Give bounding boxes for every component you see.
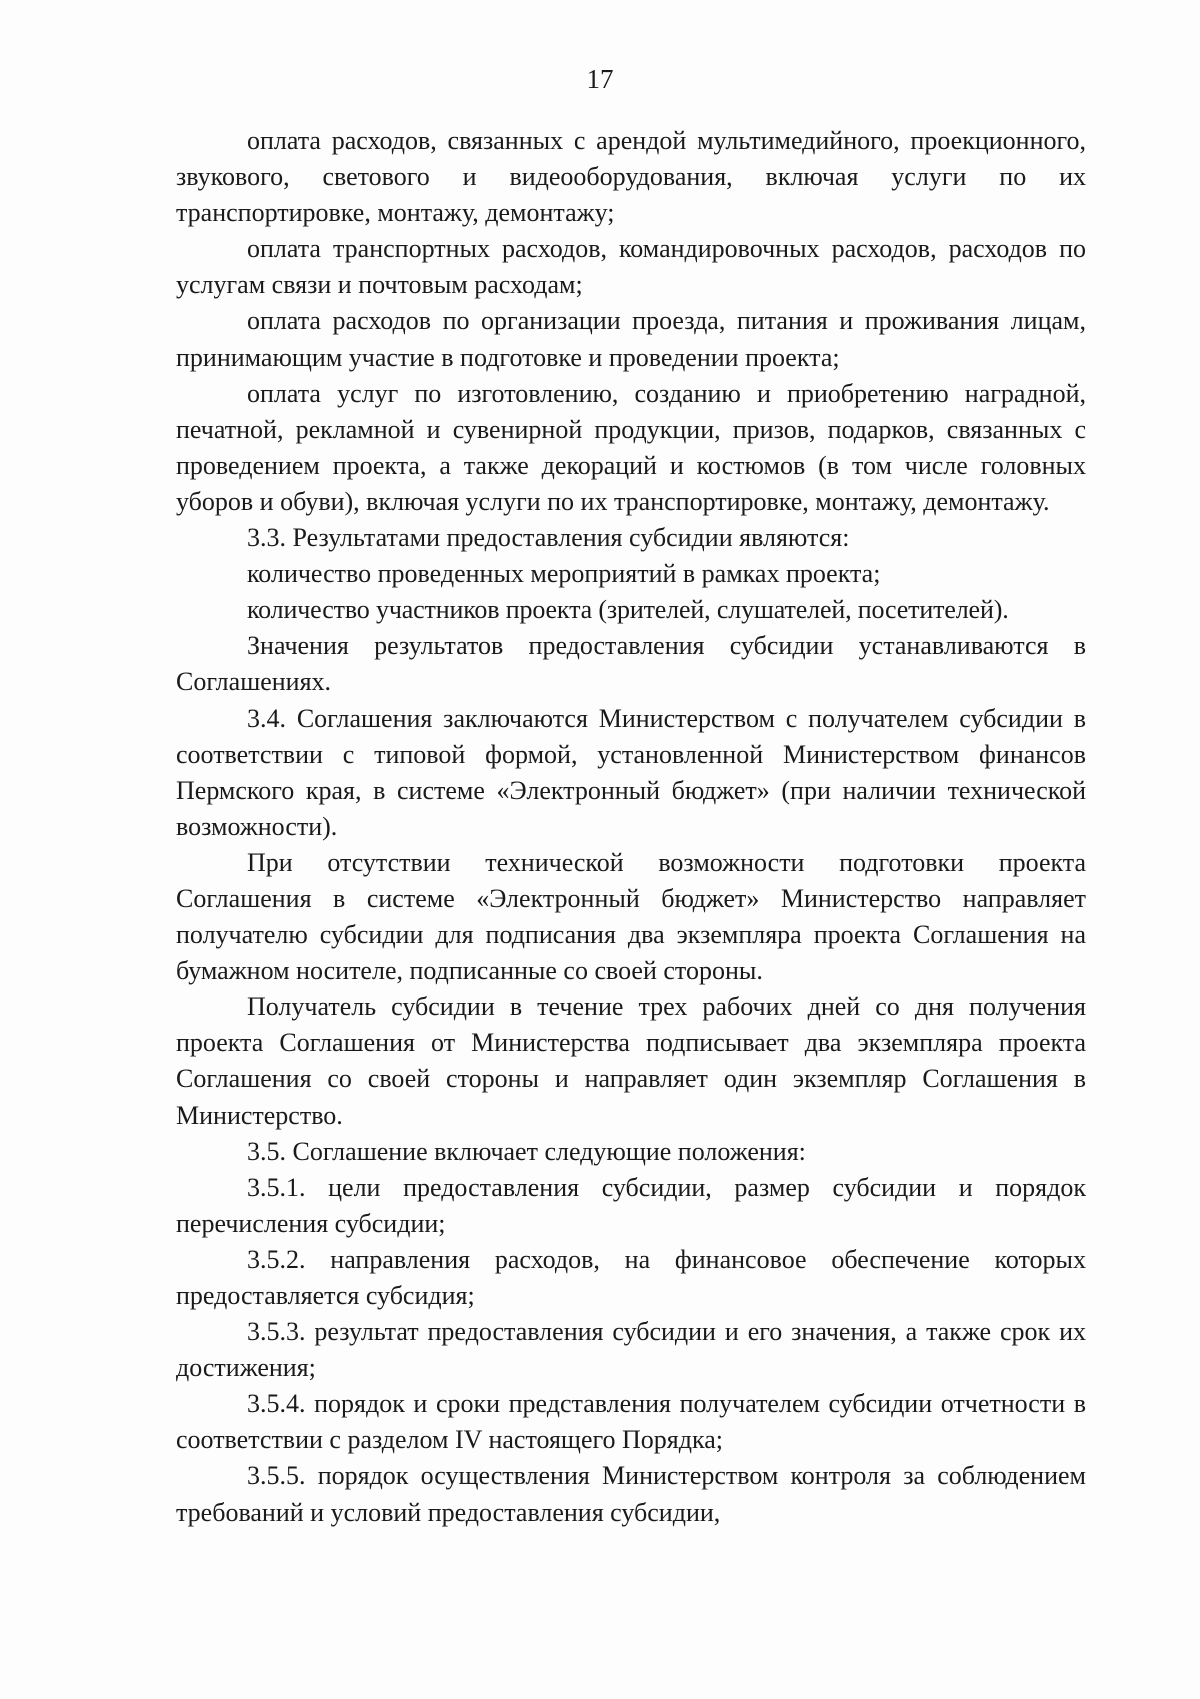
paragraph-3-3: 3.3. Результатами предоставления субсидии являются:: [247, 523, 850, 553]
paragraph-transport-costs: оплата транспортных расходов, командировочных расходов, расходов по услугам связи и почтовым расходам;: [176, 234, 1086, 300]
paragraph-printed-products: оплата услуг по изготовлению, созданию и приобретению наградной, печатной, рекламной и сувенирной продукции, призов, подарков, связанных с проведением проекта, а также декораций и костюмов (в том числе головных уборов и обуви), включая услуги по их транспортировке, монтажу, демонтажу.: [176, 378, 1086, 516]
paragraph-no-technical-possibility: При отсутствии технической возможности подготовки проекта Соглашения в системе «Электронный бюджет» Министерство направляет получателю субсидии для подписания два экземпляра проекта Соглашения на бумажном носителе, подписанные со своей стороны.: [176, 847, 1086, 986]
paragraph-events-count: количество проведенных мероприятий в рамках проекта;: [247, 559, 881, 589]
paragraph-3-5-1: 3.5.1. цели предоставления субсидии, размер субсидии и порядок перечисления субсидии;: [176, 1172, 1086, 1238]
paragraph-participants-count: количество участников проекта (зрителей, слушателей, посетителей).: [247, 595, 1009, 625]
paragraph-3-5-3: 3.5.3. результат предоставления субсидии и его значения, а также срок их достижения;: [176, 1317, 1086, 1383]
paragraph-travel-accommodation: оплата расходов по организации проезда, питания и проживания лицам, принимающим участие в подготовке и проведении проекта;: [176, 306, 1086, 372]
document-body: [176, 123, 1086, 1531]
paragraph-3-5-4: 3.5.4. порядок и сроки представления получателем субсидии отчетности в соответствии с разделом IV настоящего Порядка;: [176, 1389, 1086, 1455]
paragraph-3-5: 3.5. Соглашение включает следующие положения:: [247, 1136, 806, 1166]
page-number: 17: [586, 64, 614, 94]
paragraph-recipient-signs: Получатель субсидии в течение трех рабочих дней со дня получения проекта Соглашения от Министерства подписывает два экземпляра проекта Соглашения со своей стороны и направляет один экземпляр Соглашения в Министерство.: [176, 992, 1086, 1130]
paragraph-3-4: 3.4. Соглашения заключаются Министерством с получателем субсидии в соответствии с типовой формой, установленной Министерством финансов Пермского края, в системе «Электронный бюджет» (при наличии технической возможности).: [176, 703, 1086, 841]
paragraph-3-5-2: 3.5.2. направления расходов, на финансовое обеспечение которых предоставляется субсидия;: [176, 1244, 1086, 1310]
paragraph-result-values: Значения результатов предоставления субсидии устанавливаются в Соглашениях.: [176, 631, 1086, 697]
paragraph-rental-costs: оплата расходов, связанных с арендой мультимедийного, проекционного, звукового, светового и видеооборудования, включая услуги по их транспортировке, монтажу, демонтажу;: [176, 126, 1086, 228]
paragraph-3-5-5: 3.5.5. порядок осуществления Министерством контроля за соблюдением требований и условий предоставления субсидии,: [176, 1461, 1086, 1527]
